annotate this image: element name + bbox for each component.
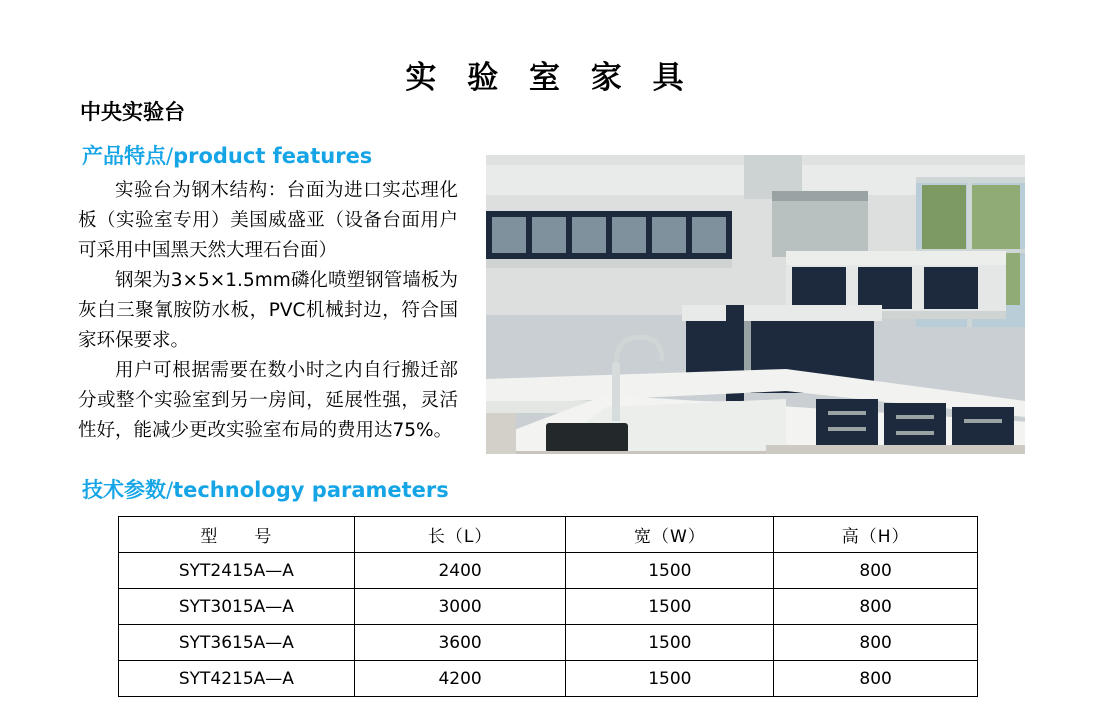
table-row	[119, 553, 978, 589]
column-header-model: 型 号	[119, 517, 355, 553]
cell-height: 800	[774, 589, 978, 625]
features-body	[78, 176, 458, 446]
features-paragraph: 用户可根据需要在数小时之内自行搬迁部分或整个实验室到另一房间，延展性强，灵活性好，能减少更改实验室布局的费用达75%。	[78, 360, 458, 441]
cell-length: 2400	[354, 553, 566, 589]
cell-model: SYT3615A—A	[119, 625, 355, 661]
cell-model: SYT3015A—A	[119, 589, 355, 625]
section-heading: 中央实验台	[80, 100, 185, 124]
parameters-heading-slash: /	[166, 478, 174, 502]
features-heading-cn: 产品特点	[82, 144, 166, 168]
features-heading-slash: /	[166, 144, 174, 168]
parameters-heading	[82, 474, 449, 504]
features-paragraph: 实验台为钢木结构：台面为进口实芯理化板（实验室专用）美国威盛亚（设备台面用户可采用中国黑天然大理石台面）	[78, 180, 458, 261]
cell-model: SYT4215A—A	[119, 661, 355, 697]
table-row	[119, 661, 978, 697]
features-heading	[82, 140, 372, 170]
cell-width: 1500	[566, 589, 774, 625]
parameters-heading-cn: 技术参数	[82, 478, 166, 502]
column-header-width: 宽（W）	[566, 517, 774, 553]
cell-height: 800	[774, 625, 978, 661]
column-header-length: 长（L）	[354, 517, 566, 553]
cell-length: 3000	[354, 589, 566, 625]
table-header-row	[119, 517, 978, 553]
cell-height: 800	[774, 661, 978, 697]
parameters-table	[118, 516, 978, 697]
page-title: 实 验 室 家 具	[405, 60, 694, 96]
features-heading-en: product features	[173, 144, 373, 168]
lab-bench-photo	[486, 155, 1025, 454]
cell-width: 1500	[566, 625, 774, 661]
parameters-heading-en: technology parameters	[173, 478, 449, 502]
cell-length: 3600	[354, 625, 566, 661]
table-row	[119, 589, 978, 625]
cell-length: 4200	[354, 661, 566, 697]
cell-height: 800	[774, 553, 978, 589]
column-header-height: 高（H）	[774, 517, 978, 553]
cell-width: 1500	[566, 553, 774, 589]
cell-model: SYT2415A—A	[119, 553, 355, 589]
cell-width: 1500	[566, 661, 774, 697]
table-row	[119, 625, 978, 661]
features-paragraph: 钢架为3×5×1.5mm磷化喷塑钢管墙板为灰白三聚氰胺防水板，PVC机械封边，符合国家环保要求。	[78, 270, 458, 351]
